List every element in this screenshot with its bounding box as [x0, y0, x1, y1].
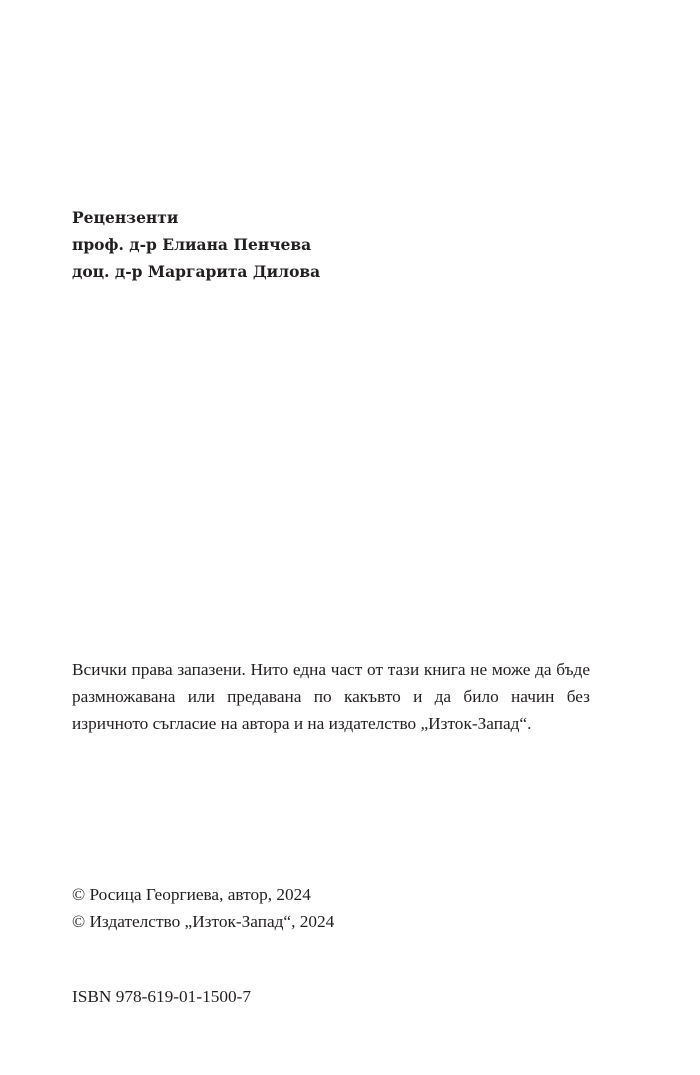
reviewers-heading: Рецензенти	[72, 208, 179, 227]
copyright-line-author: © Росица Георгиева, автор, 2024	[72, 885, 311, 904]
reviewer-name: проф. д-р Елиана Пенчева	[72, 235, 312, 254]
reviewers-block	[72, 204, 320, 285]
isbn-number: ISBN 978-619-01-1500-7	[72, 987, 252, 1006]
rights-notice: Всички права запазени. Нито една част от тази книга не може да бъде размножавана или предавана по какъвто и да било начин без изричното съгласие на автора и на издателство „Изток-Запад“.	[72, 660, 590, 733]
copyright-line-publisher: © Издателство „Изток-Запад“, 2024	[72, 912, 335, 931]
reviewer-name: доц. д-р Маргарита Дилова	[72, 262, 321, 281]
copyright-block	[72, 881, 334, 935]
